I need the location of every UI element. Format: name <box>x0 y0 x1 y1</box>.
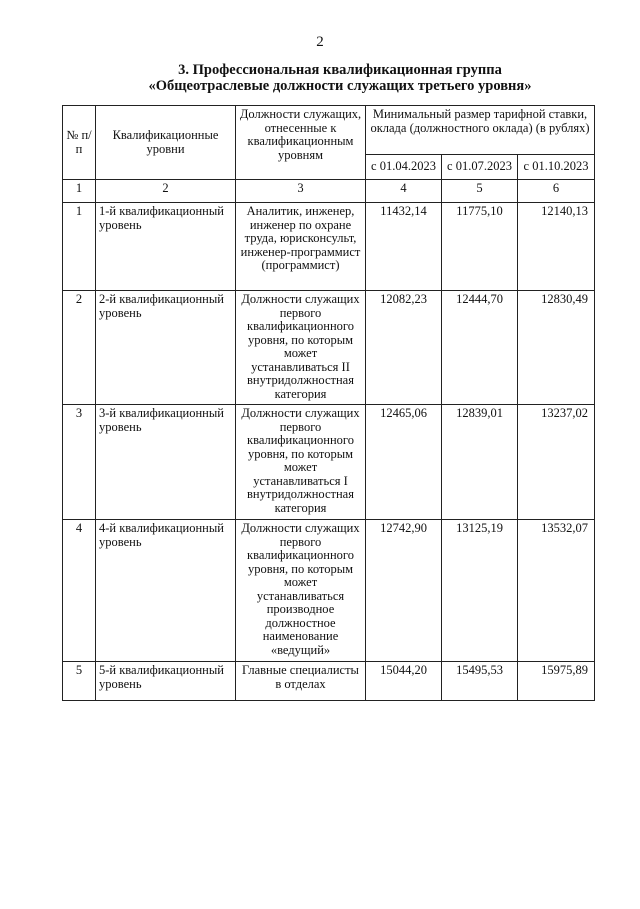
column-number: 3 <box>236 180 366 203</box>
row-value-2: 13125,19 <box>442 520 518 662</box>
page-number: 2 <box>316 34 324 50</box>
table-row <box>63 662 595 701</box>
row-value-2: 11775,10 <box>442 203 518 291</box>
header-row-1 <box>63 106 595 155</box>
table-row <box>63 203 595 291</box>
row-value-2: 15495,53 <box>442 662 518 701</box>
header-level: Квалификационные уровни <box>96 106 236 180</box>
header-date-1: с 01.04.2023 <box>366 155 442 180</box>
header-num: № п/п <box>63 106 96 180</box>
salary-table <box>62 105 595 701</box>
row-positions: Должности служащих первого квалификационного уровня, по которым может устанавливаться I внутридолжностная категория <box>236 405 366 520</box>
column-number: 4 <box>366 180 442 203</box>
column-number-row <box>63 180 595 203</box>
title-line-1: 3. Профессиональная квалификационная группа <box>178 62 502 78</box>
row-level: 2-й квалификационный уровень <box>96 291 236 405</box>
row-value-1: 12082,23 <box>366 291 442 405</box>
row-positions: Должности служащих первого квалификационного уровня, по которым может устанавливаться производное должностное наименование «ведущий» <box>236 520 366 662</box>
table-row <box>63 291 595 405</box>
header-date-3: с 01.10.2023 <box>518 155 595 180</box>
row-positions: Аналитик, инженер, инженер по охране труда, юрисконсульт, инженер-программист (программист) <box>236 203 366 291</box>
header-positions: Должности служащих, отнесенные к квалификационным уровням <box>236 106 366 180</box>
row-value-3: 15975,89 <box>518 662 595 701</box>
row-level: 3-й квалификационный уровень <box>96 405 236 520</box>
row-value-1: 12465,06 <box>366 405 442 520</box>
column-number: 6 <box>518 180 595 203</box>
row-num: 1 <box>63 203 96 291</box>
row-positions: Должности служащих первого квалификационного уровня, по которым может устанавливаться II внутридолжностная категория <box>236 291 366 405</box>
row-value-2: 12444,70 <box>442 291 518 405</box>
row-value-2: 12839,01 <box>442 405 518 520</box>
row-level: 5-й квалификационный уровень <box>96 662 236 701</box>
row-level: 1-й квалификационный уровень <box>96 203 236 291</box>
header-salary-group: Минимальный размер тарифной ставки, оклада (должностного оклада) (в рублях) <box>366 106 595 155</box>
row-value-3: 13532,07 <box>518 520 595 662</box>
row-num: 4 <box>63 520 96 662</box>
header-date-2: с 01.07.2023 <box>442 155 518 180</box>
row-value-1: 15044,20 <box>366 662 442 701</box>
row-value-1: 11432,14 <box>366 203 442 291</box>
document-title <box>60 62 620 94</box>
title-line-2: «Общеотраслевые должности служащих третьего уровня» <box>148 78 532 94</box>
row-value-1: 12742,90 <box>366 520 442 662</box>
row-value-3: 12830,49 <box>518 291 595 405</box>
column-number: 5 <box>442 180 518 203</box>
row-positions: Главные специалисты в отделах <box>236 662 366 701</box>
row-value-3: 13237,02 <box>518 405 595 520</box>
column-number: 1 <box>63 180 96 203</box>
column-number: 2 <box>96 180 236 203</box>
row-value-3: 12140,13 <box>518 203 595 291</box>
row-num: 5 <box>63 662 96 701</box>
row-num: 2 <box>63 291 96 405</box>
row-num: 3 <box>63 405 96 520</box>
row-level: 4-й квалификационный уровень <box>96 520 236 662</box>
table-row <box>63 520 595 662</box>
table-row <box>63 405 595 520</box>
